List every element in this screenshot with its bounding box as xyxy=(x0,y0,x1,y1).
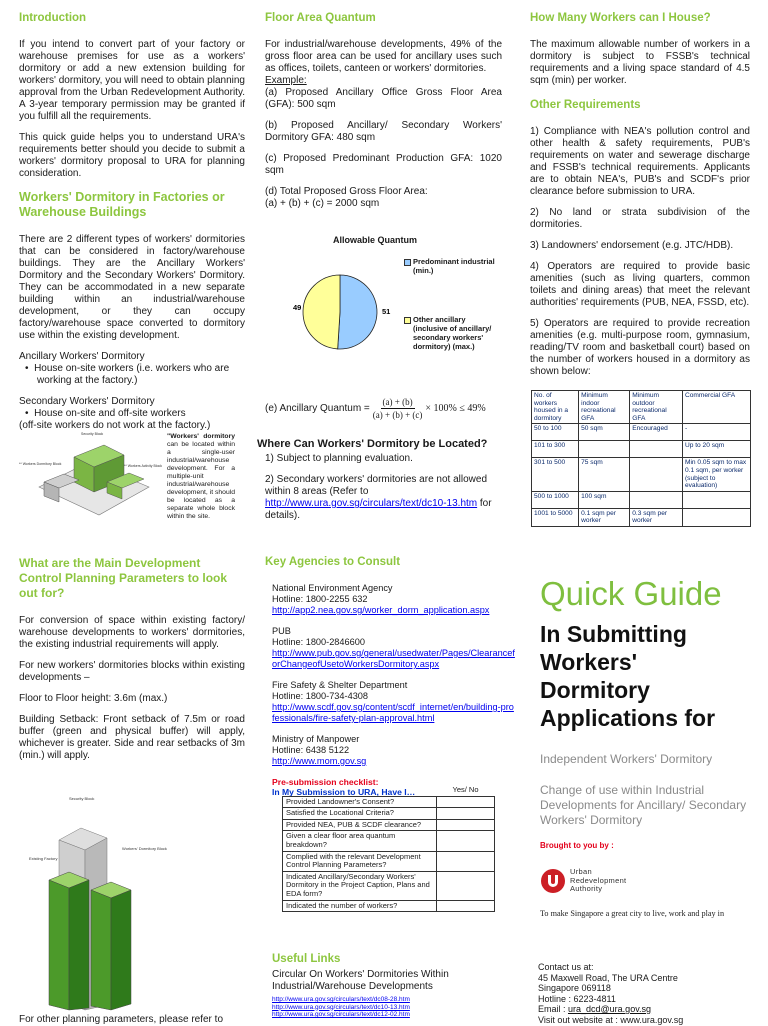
quantum-cell xyxy=(579,441,630,458)
agency-hotline: Hotline: 6438 5122 xyxy=(272,745,350,755)
pie-data-label: 49 xyxy=(293,303,302,312)
brought-by: Brought to you by : xyxy=(540,841,614,850)
checklist-item: Provided Landowner's Consent? xyxy=(283,796,437,808)
checklist-header-blank xyxy=(283,785,437,796)
agency-name: PUB xyxy=(272,626,291,636)
factory-label-activity: ** Workers Activity Block xyxy=(124,464,163,468)
checklist-item: Indicated the number of workers? xyxy=(283,900,437,912)
agency-link[interactable]: http://www.pub.gov.sg/general/usedwater/Pages/ClearanceforChangeofUsetoWorkersDormitory.aspx xyxy=(272,648,515,669)
contact-email-label: Email : xyxy=(538,1004,569,1014)
quantum-header-row xyxy=(532,391,751,424)
other-heading: Other Requirements xyxy=(530,99,641,111)
quantum-cell xyxy=(682,491,750,508)
formula-label: (e) Ancillary Quantum = xyxy=(265,402,370,414)
factory-caption-title: "Workers' dormitory xyxy=(167,433,235,440)
floor-area-a: (a) Proposed Ancillary Office Gross Floor Area (GFA): 500 sqm xyxy=(265,87,502,110)
quantum-cell: 75 sqm xyxy=(579,458,630,491)
legend-swatch-ancillary xyxy=(404,317,411,324)
agencies-section xyxy=(265,556,515,799)
secondary-bullet-text: House on-site and off-site workers xyxy=(34,408,186,419)
ura-logo-text xyxy=(570,868,626,894)
circular-link[interactable]: http://www.ura.gov.sg/circulars/text/dc10-13.htm xyxy=(272,1003,410,1011)
other-point-2: 2) No land or strata subdivision of the dormitories. xyxy=(530,207,750,230)
agency-link[interactable]: http://www.mom.gov.sg xyxy=(272,756,367,766)
ura-logo-icon xyxy=(540,868,566,894)
contact-address-2: Singapore 069118 xyxy=(538,983,611,993)
quantum-cell: 0.1 sqm per worker xyxy=(579,508,630,526)
checklist-answer-cell[interactable] xyxy=(437,796,495,808)
agencies-heading: Key Agencies to Consult xyxy=(265,556,401,568)
located-circular-link[interactable]: http://www.ura.gov.sg/circulars/text/dc10-13.htm xyxy=(265,498,478,509)
floor-area-section xyxy=(265,12,502,210)
allowable-quantum-title: Allowable Quantum xyxy=(333,235,418,245)
legend-label-ancillary: Other ancillary (inclusive of ancillary/ secondary workers' dormitory) (max.) xyxy=(413,315,492,351)
other-point-4: 4) Operators are required to provide basic amenities (such as living quarters, common toilets and dining areas) that meet the relevant authorities' requirements (PUB, NEA, FSSD, etc). xyxy=(530,261,750,308)
checklist-header-row xyxy=(283,785,495,796)
legend-item-predominant xyxy=(404,257,500,275)
checklist-row xyxy=(283,851,495,871)
quantum-cell: - xyxy=(682,424,750,441)
tower-diagram xyxy=(19,780,167,1010)
checklist-subtitle: In My Submission to URA, Have I… xyxy=(272,787,416,797)
intro-section xyxy=(19,12,245,432)
cover-type-2: Change of use within Industrial Developments for Ancillary/ Secondary Workers' Dormitory xyxy=(540,783,747,827)
cover-line-3: Dormitory xyxy=(540,677,650,703)
contact-email-link[interactable]: ura_dcd@ura.gov.sg xyxy=(568,1004,652,1014)
contact-email-line xyxy=(538,1004,763,1015)
secondary-note: (off-site workers do not work at the factory.) xyxy=(19,420,211,431)
links-section xyxy=(272,953,512,1019)
formula-tail: × 100% ≤ 49% xyxy=(425,402,486,414)
quantum-cell: Min 0.05 sqm to max 0.1 sqm, per worker (subject to evaluation) xyxy=(682,458,750,491)
contact-hotline: Hotline : 6223-4811 xyxy=(538,993,616,1004)
contact-title: Contact us at: xyxy=(538,962,594,972)
checklist-answer-cell[interactable] xyxy=(437,831,495,851)
factory-diagram xyxy=(19,427,163,527)
workers-section xyxy=(530,12,750,387)
agency-hotline: Hotline: 1800-734-4308 xyxy=(272,691,369,701)
main-params-paragraph-4: Building Setback: Front setback of 7.5m or road buffer (green and physical buffer) will apply, whichever is greater. Side and rear setbacks of 3m (min.) will apply. xyxy=(19,714,245,761)
checklist-answer-cell[interactable] xyxy=(437,819,495,831)
checklist-yes-no-header: Yes/ No xyxy=(452,785,479,794)
floor-area-paragraph xyxy=(265,39,502,87)
tower-label-security: Security Block xyxy=(69,796,95,801)
quantum-cell xyxy=(682,508,750,526)
factory-label-dormitory: ** Workers Dormitory Block xyxy=(19,462,62,466)
cover-quick-guide: Quick Guide xyxy=(540,575,722,612)
tower-label-existing: Existing Factory xyxy=(29,856,58,861)
legend-label-predominant: Predominant industrial (min.) xyxy=(413,257,495,275)
ura-logo xyxy=(540,868,626,894)
quantum-cell: Encouraged xyxy=(630,424,683,441)
ancillary-formula xyxy=(265,396,505,421)
quantum-row xyxy=(532,458,751,491)
ura-logo-line-1: Urban xyxy=(570,867,592,877)
quantum-row xyxy=(532,441,751,458)
formula-fraction xyxy=(373,396,423,421)
recreation-quantum-table xyxy=(531,390,751,527)
circular-link[interactable]: http://www.ura.gov.sg/circulars/text/dc12-02.htm xyxy=(272,1011,410,1018)
quantum-row xyxy=(532,508,751,526)
legend-swatch-predominant xyxy=(404,259,411,266)
floor-area-d1: (d) Total Proposed Gross Floor Area: xyxy=(265,186,428,197)
agency-pub xyxy=(272,626,515,670)
secondary-bullet: • House on-site and off-site workers xyxy=(25,408,186,419)
tagline: To make Singapore a great city to live, work and play in xyxy=(540,909,725,918)
agency-link[interactable]: http://www.scdf.gov.sg/content/scdf_internet/en/building-professionals/fire-safety-plan-approval.html xyxy=(272,702,514,723)
other-point-5: 5) Operators are required to provide recreation amenities (e.g. multi-purpose room, gymnasium, reading/TV room and basketball court) based on the number of workers housed in a dormitory as shown below: xyxy=(530,318,750,377)
checklist-row xyxy=(283,831,495,851)
ancillary-bullet-text: House on-site workers (i.e. workers who are working at the factory.) xyxy=(34,363,230,386)
checklist-item: Provided NEA, PUB & SCDF clearance? xyxy=(283,819,437,831)
floor-area-heading: Floor Area Quantum xyxy=(265,12,376,24)
located-point-1: 1) Subject to planning evaluation. xyxy=(265,453,413,464)
quantum-row xyxy=(532,424,751,441)
quantum-cell xyxy=(630,491,683,508)
ura-logo-line-2: Redevelopment xyxy=(570,875,627,885)
pie-slice-predominant xyxy=(338,275,377,349)
legend-item-ancillary xyxy=(404,315,500,351)
workers-heading: How Many Workers can I House? xyxy=(530,12,711,24)
contact-section xyxy=(538,962,763,1025)
located-section xyxy=(257,438,507,531)
factory-caption xyxy=(167,433,235,521)
tower-label-dormitory: Workers' Dormitory Block xyxy=(122,846,167,851)
located-point-2 xyxy=(257,474,507,522)
quantum-header-cell: Commercial GFA xyxy=(682,391,750,424)
intro-paragraph-1: If you intend to convert part of your factory or warehouse premises for use as a workers' dormitory or add a new extension building for workers' dormitory, you will need to obtain planning approval from the Urban Redevelopment Authority. A 3-year temporary permission may be granted if you fulfill all the requirements. xyxy=(19,39,245,122)
links-heading: Useful Links xyxy=(272,953,341,965)
example-label: Example: xyxy=(265,75,307,86)
agency-nea xyxy=(272,583,515,616)
cover-line-2: Workers' xyxy=(540,649,638,675)
intro-heading: Introduction xyxy=(19,12,87,24)
quantum-cell: 101 to 300 xyxy=(532,441,579,458)
quantum-cell: 500 to 1000 xyxy=(532,491,579,508)
other-point-1: 1) Compliance with NEA's pollution control and other health & safety requirements, PUB's requirements on water and sewerage discharge and FSSB's technical requirements. Applicants are to obtain NEA's, PUB's and SCDF's prior clearance before submission to URA. xyxy=(530,126,750,197)
checklist-table xyxy=(282,785,495,912)
links-title: Circular On Workers' Dormitories Within Industrial/Warehouse Developments xyxy=(272,969,449,992)
floor-area-text: For industrial/warehouse developments, 49% of the gross floor area can be used for ancillary uses such as offices, toilets, canteen or workers' dormitories. xyxy=(265,39,502,74)
factory-caption-body: can be located within a single-user industrial/warehouse development. For a multiple-unit industrial/warehouse development, it should be located as a separate whole block within the site. xyxy=(167,441,236,520)
checklist-row xyxy=(283,796,495,808)
quantum-cell: Up to 20 sqm xyxy=(682,441,750,458)
formula-denominator: (a) + (b) + (c) xyxy=(372,410,423,420)
agency-hotline: Hotline: 1800-2255 632 xyxy=(272,594,368,604)
workers-paragraph: The maximum allowable number of workers in a dormitory is subject to FSSB's technical requirements and a living space standard of 4.5 sqm (min) per worker. xyxy=(530,39,750,86)
agency-scdf xyxy=(272,680,515,724)
cover-section xyxy=(540,576,765,852)
agency-name: Ministry of Manpower xyxy=(272,734,360,744)
main-params-paragraph-5: For other planning parameters, please refer to xyxy=(19,1014,223,1025)
quantum-cell: 1001 to 5000 xyxy=(532,508,579,526)
located-point-2-text: 2) Secondary workers' dormitories are not allowed within 8 areas (Refer to xyxy=(265,474,488,497)
agency-mom xyxy=(272,734,515,767)
pie-data-label: 51 xyxy=(382,307,391,316)
checklist-title: Pre-submission checklist: xyxy=(272,777,379,787)
secondary-title: Secondary Workers' Dormitory xyxy=(19,396,155,407)
contact-address-1: 45 Maxwell Road, The URA Centre xyxy=(538,972,678,983)
cover-type-1: Independent Workers' Dormitory xyxy=(540,752,713,766)
quantum-cell: 50 sqm xyxy=(579,424,630,441)
checklist-answer-cell[interactable] xyxy=(437,871,495,900)
floor-area-b: (b) Proposed Ancillary/ Secondary Workers' Dormitory GFA: 480 sqm xyxy=(265,120,502,143)
cover-line-4: Applications for xyxy=(540,705,716,731)
floor-area-d2: (a) + (b) + (c) = 2000 sqm xyxy=(265,198,380,209)
agency-link[interactable]: http://app2.nea.gov.sg/worker_dorm_application.aspx xyxy=(272,605,490,615)
quantum-row xyxy=(532,491,751,508)
main-params-heading: What are the Main Development Control Planning Parameters to look out for? xyxy=(19,556,228,600)
main-params-section xyxy=(19,556,245,771)
checklist-row xyxy=(283,819,495,831)
factories-heading: Workers' Dormitory in Factories or Warehouse Buildings xyxy=(19,190,225,219)
agencies-list xyxy=(265,583,515,797)
other-point-3: 3) Landowners' endorsement (e.g. JTC/HDB). xyxy=(530,240,734,251)
checklist-item: Satisfied the Locational Criteria? xyxy=(283,808,437,820)
ancillary-bullet: • House on-site workers (i.e. workers who are working at the factory.) xyxy=(25,363,230,386)
quantum-header-cell: Minimum outdoor recreational GFA xyxy=(630,391,683,424)
factory-label-security: Security Block xyxy=(81,432,104,436)
quantum-cell: 100 sqm xyxy=(579,491,630,508)
quantum-cell: 301 to 500 xyxy=(532,458,579,491)
allowable-quantum-pie-chart xyxy=(280,264,400,364)
quantum-cell xyxy=(630,441,683,458)
agency-hotline: Hotline: 1800-2846600 xyxy=(272,637,365,647)
circular-link[interactable]: http://www.ura.gov.sg/circulars/text/dc08-28.htm xyxy=(272,996,410,1003)
checklist-row xyxy=(283,900,495,912)
quantum-header-cell: Minimum indoor recreational GFA xyxy=(579,391,630,424)
located-point-2-tail: for details). xyxy=(265,498,492,521)
pie-slice-ancillary xyxy=(303,275,340,349)
main-params-paragraph-3: Floor to Floor height: 3.6m (max.) xyxy=(19,693,168,704)
ura-logo-line-3: Authority xyxy=(570,884,603,894)
quantum-cell: 50 to 100 xyxy=(532,424,579,441)
checklist-item: Complied with the relevant Development Control Planning Parameters? xyxy=(283,851,437,871)
checklist-answer-cell[interactable] xyxy=(437,808,495,820)
formula-numerator: (a) + (b) xyxy=(382,397,413,407)
main-params-paragraph-1: For conversion of space within existing factory/ warehouse developments to workers' dormitories, the existing industrial requirements will apply. xyxy=(19,615,245,650)
checklist-answer-cell[interactable] xyxy=(437,851,495,871)
quantum-header-cell: No. of workers housed in a dormitory xyxy=(532,391,579,424)
checklist-answer-cell[interactable] xyxy=(437,900,495,912)
pie-legend xyxy=(404,257,500,351)
checklist-row xyxy=(283,871,495,900)
quantum-cell: 0.3 sqm per worker xyxy=(630,508,683,526)
agency-name: National Environment Agency xyxy=(272,583,393,593)
checklist-item: Given a clear floor area quantum breakdown? xyxy=(283,831,437,851)
cover-line-1: In Submitting xyxy=(540,621,687,647)
quantum-cell xyxy=(630,458,683,491)
agency-name: Fire Safety & Shelter Department xyxy=(272,680,408,690)
ancillary-title: Ancillary Workers' Dormitory xyxy=(19,351,145,362)
factories-paragraph: There are 2 different types of workers' dormitories that can be considered in factory/warehouse buildings. They are the Ancillary Workers' Dormitory and the Secondary Workers' Dormitory. They can be accommodated in a new separate building within an industrial/warehouse development, or they can occupy factory/warehouse space converted to dormitory use within the existing development. xyxy=(19,234,245,341)
checklist-row xyxy=(283,808,495,820)
checklist-item: Indicated Ancillary/Secondary Workers' Dormitory in the Project Caption, Plans and EDA form? xyxy=(283,871,437,900)
intro-paragraph-2: This quick guide helps you to understand URA's requirements better should you decide to submit a workers' dormitory proposal to URA for planning consideration. xyxy=(19,132,245,179)
floor-area-c: (c) Proposed Predominant Production GFA: 1020 sqm xyxy=(265,153,502,176)
contact-website: Visit out website at : www.ura.gov.sg xyxy=(538,1014,684,1025)
located-heading: Where Can Workers' Dormitory be Located? xyxy=(257,438,488,450)
main-params-paragraph-2: For new workers' dormitories blocks within existing developments – xyxy=(19,660,245,683)
